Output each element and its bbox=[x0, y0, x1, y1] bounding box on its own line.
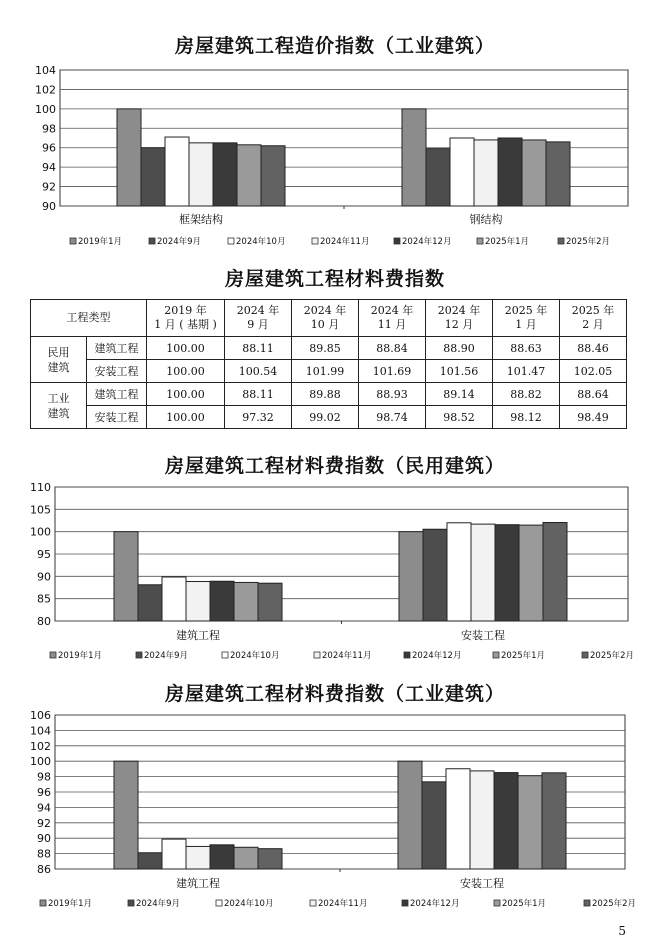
col-header-6 bbox=[560, 300, 627, 337]
type-header-cell: 工程类型 bbox=[31, 300, 147, 337]
legend-swatch bbox=[394, 238, 400, 244]
bar bbox=[519, 525, 543, 621]
y-tick-label: 102 bbox=[30, 739, 51, 753]
col-1-line2: 9 月 bbox=[247, 318, 269, 331]
y-tick-label: 106 bbox=[30, 709, 51, 722]
legend-label: 2024年12月 bbox=[402, 237, 452, 247]
value-cell: 97.32 bbox=[225, 406, 292, 429]
y-tick-label: 86 bbox=[37, 863, 51, 876]
legend-label: 2025年1月 bbox=[485, 237, 530, 247]
value-cell: 89.14 bbox=[426, 383, 493, 406]
bar bbox=[522, 140, 546, 206]
legend-swatch bbox=[404, 652, 410, 658]
y-tick-label: 96 bbox=[37, 786, 51, 799]
y-tick-label: 100 bbox=[35, 102, 56, 116]
chart-1-svg bbox=[0, 60, 670, 255]
bar bbox=[162, 839, 186, 869]
y-tick-label: 90 bbox=[42, 200, 56, 213]
value-cell: 88.64 bbox=[560, 383, 627, 406]
legend-swatch bbox=[149, 238, 155, 244]
col-2-line1: 2024 年 bbox=[303, 304, 347, 317]
value-cell: 98.12 bbox=[493, 406, 560, 429]
y-tick-label: 104 bbox=[30, 724, 51, 738]
legend-swatch bbox=[582, 652, 588, 658]
legend-label: 2024年12月 bbox=[412, 651, 462, 661]
legend-label: 2024年10月 bbox=[230, 651, 280, 661]
bar bbox=[261, 146, 285, 206]
legend-label: 2025年1月 bbox=[501, 651, 546, 661]
bar bbox=[114, 761, 138, 869]
legend-swatch bbox=[477, 238, 483, 244]
bar bbox=[114, 532, 138, 621]
y-tick-label: 88 bbox=[37, 847, 51, 861]
bar bbox=[141, 148, 165, 206]
legend-label: 2024年12月 bbox=[410, 899, 460, 909]
value-cell: 98.49 bbox=[560, 406, 627, 429]
bar bbox=[138, 585, 162, 621]
legend-label: 2024年10月 bbox=[236, 237, 286, 247]
bar bbox=[398, 761, 422, 869]
bar bbox=[234, 582, 258, 621]
legend-swatch bbox=[493, 652, 499, 658]
y-tick-label: 80 bbox=[37, 615, 51, 628]
row-name-cell: 安装工程 bbox=[87, 406, 147, 429]
bar bbox=[494, 773, 518, 869]
bar bbox=[213, 143, 237, 206]
chart-3-svg bbox=[0, 706, 670, 914]
y-tick-label: 90 bbox=[37, 570, 51, 584]
col-6-line2: 2 月 bbox=[582, 318, 604, 331]
col-0-line1: 2019 年 bbox=[164, 304, 207, 317]
bar bbox=[258, 849, 282, 869]
col-1-line1: 2024 年 bbox=[236, 304, 280, 317]
value-cell: 100.54 bbox=[225, 360, 292, 383]
chart-3-title: 房屋建筑工程材料费指数（工业建筑） bbox=[164, 683, 505, 705]
col-header-1 bbox=[225, 300, 292, 337]
legend-swatch bbox=[128, 900, 134, 906]
legend-swatch bbox=[314, 652, 320, 658]
legend-label: 2019年1月 bbox=[58, 651, 103, 661]
value-cell: 98.74 bbox=[359, 406, 426, 429]
legend-swatch bbox=[312, 238, 318, 244]
legend-swatch bbox=[70, 238, 76, 244]
value-cell: 101.99 bbox=[292, 360, 359, 383]
group-0-line2: 建筑 bbox=[47, 360, 70, 374]
legend-swatch bbox=[216, 900, 222, 906]
table-header-row bbox=[31, 300, 627, 337]
bar bbox=[423, 529, 447, 621]
y-tick-label: 98 bbox=[42, 122, 56, 136]
group-cell-industrial bbox=[31, 383, 87, 429]
legend-swatch bbox=[402, 900, 408, 906]
y-tick-label: 100 bbox=[30, 755, 51, 769]
y-tick-label: 98 bbox=[37, 770, 51, 784]
material-index-table bbox=[30, 299, 627, 429]
table-row bbox=[31, 406, 627, 429]
y-tick-label: 94 bbox=[42, 161, 56, 175]
value-cell: 88.90 bbox=[426, 337, 493, 360]
col-6-line1: 2025 年 bbox=[571, 304, 615, 317]
y-tick-label: 96 bbox=[42, 141, 56, 155]
bar bbox=[495, 525, 519, 621]
bar bbox=[402, 109, 426, 206]
value-cell: 99.02 bbox=[292, 406, 359, 429]
legend-label: 2024年10月 bbox=[224, 899, 274, 909]
group-0-line1: 民用 bbox=[47, 345, 70, 359]
bar bbox=[498, 138, 522, 206]
row-name-cell: 安装工程 bbox=[87, 360, 147, 383]
category-label: 安装工程 bbox=[461, 629, 505, 642]
table-row bbox=[31, 360, 627, 383]
category-label: 建筑工程 bbox=[176, 877, 220, 890]
bar bbox=[210, 845, 234, 869]
value-cell: 100.00 bbox=[147, 406, 225, 429]
legend-label: 2025年2月 bbox=[590, 651, 635, 661]
y-tick-label: 100 bbox=[30, 525, 51, 539]
page-number: 5 bbox=[618, 924, 626, 938]
legend-swatch bbox=[40, 900, 46, 906]
legend-label: 2025年2月 bbox=[592, 899, 637, 909]
row-name-cell: 建筑工程 bbox=[87, 337, 147, 360]
bar bbox=[447, 523, 471, 621]
y-tick-label: 90 bbox=[37, 832, 51, 846]
legend-label: 2024年11月 bbox=[318, 899, 368, 909]
y-tick-label: 92 bbox=[37, 816, 51, 830]
legend-label: 2025年2月 bbox=[566, 237, 611, 247]
chart-2-svg bbox=[0, 478, 670, 666]
y-tick-label: 94 bbox=[37, 801, 51, 815]
bar bbox=[450, 138, 474, 206]
y-tick-label: 95 bbox=[37, 548, 51, 561]
y-tick-label: 85 bbox=[37, 592, 51, 606]
bar bbox=[399, 532, 423, 621]
value-cell: 89.88 bbox=[292, 383, 359, 406]
bar bbox=[210, 581, 234, 621]
legend-swatch bbox=[494, 900, 500, 906]
chart-2-title: 房屋建筑工程材料费指数（民用建筑） bbox=[164, 455, 505, 477]
value-cell: 101.56 bbox=[426, 360, 493, 383]
legend-label: 2024年9月 bbox=[144, 651, 189, 661]
bar bbox=[518, 776, 542, 869]
category-label: 建筑工程 bbox=[176, 629, 220, 642]
col-header-0 bbox=[147, 300, 225, 337]
col-4-line2: 12 月 bbox=[444, 318, 474, 331]
value-cell: 98.52 bbox=[426, 406, 493, 429]
bar bbox=[234, 847, 258, 869]
legend-swatch bbox=[222, 652, 228, 658]
bar bbox=[186, 846, 210, 869]
category-label: 安装工程 bbox=[460, 877, 504, 890]
col-header-5 bbox=[493, 300, 560, 337]
bar bbox=[474, 140, 498, 206]
legend-swatch bbox=[50, 652, 56, 658]
bar bbox=[138, 853, 162, 869]
value-cell: 88.11 bbox=[225, 337, 292, 360]
value-cell: 101.47 bbox=[493, 360, 560, 383]
bar bbox=[162, 577, 186, 621]
legend-label: 2024年11月 bbox=[320, 237, 370, 247]
group-cell-civil bbox=[31, 337, 87, 383]
col-5-line1: 2025 年 bbox=[504, 304, 548, 317]
legend-label: 2024年11月 bbox=[322, 651, 372, 661]
table-row bbox=[31, 337, 627, 360]
value-cell: 88.82 bbox=[493, 383, 560, 406]
col-0-line2: 1 月 ( 基期 ) bbox=[154, 318, 217, 331]
legend-swatch bbox=[558, 238, 564, 244]
bar bbox=[258, 583, 282, 621]
col-3-line2: 11 月 bbox=[377, 318, 407, 331]
row-name-cell: 建筑工程 bbox=[87, 383, 147, 406]
value-cell: 89.85 bbox=[292, 337, 359, 360]
col-3-line1: 2024 年 bbox=[370, 304, 414, 317]
bar bbox=[542, 773, 566, 869]
bar bbox=[189, 143, 213, 206]
group-1-line1: 工业 bbox=[47, 391, 70, 405]
value-cell: 100.00 bbox=[147, 360, 225, 383]
y-tick-label: 105 bbox=[30, 503, 51, 517]
legend-label: 2024年9月 bbox=[136, 899, 181, 909]
col-header-4 bbox=[426, 300, 493, 337]
bar bbox=[237, 145, 261, 206]
col-2-line2: 10 月 bbox=[310, 318, 340, 331]
y-tick-label: 92 bbox=[42, 180, 56, 194]
bar bbox=[471, 524, 495, 621]
value-cell: 102.05 bbox=[560, 360, 627, 383]
legend-swatch bbox=[228, 238, 234, 244]
bar bbox=[546, 142, 570, 206]
category-label: 框架结构 bbox=[179, 213, 223, 226]
bar bbox=[117, 109, 141, 206]
value-cell: 88.11 bbox=[225, 383, 292, 406]
group-1-line2: 建筑 bbox=[47, 406, 70, 420]
col-header-3 bbox=[359, 300, 426, 337]
legend-label: 2024年9月 bbox=[157, 237, 202, 247]
col-5-line2: 1 月 bbox=[515, 318, 537, 331]
value-cell: 88.63 bbox=[493, 337, 560, 360]
value-cell: 88.93 bbox=[359, 383, 426, 406]
legend-label: 2025年1月 bbox=[502, 899, 547, 909]
legend-swatch bbox=[584, 900, 590, 906]
legend-label: 2019年1月 bbox=[78, 237, 123, 247]
bar bbox=[422, 782, 446, 869]
legend-label: 2019年1月 bbox=[48, 899, 93, 909]
category-label: 钢结构 bbox=[469, 213, 503, 226]
legend-swatch bbox=[136, 652, 142, 658]
chart-1-title: 房屋建筑工程造价指数（工业建筑） bbox=[174, 35, 495, 57]
col-4-line1: 2024 年 bbox=[437, 304, 481, 317]
col-header-2 bbox=[292, 300, 359, 337]
y-tick-label: 104 bbox=[35, 64, 56, 77]
bar bbox=[543, 523, 567, 621]
value-cell: 88.46 bbox=[560, 337, 627, 360]
value-cell: 100.00 bbox=[147, 383, 225, 406]
table-row bbox=[31, 383, 627, 406]
value-cell: 100.00 bbox=[147, 337, 225, 360]
bar bbox=[426, 149, 450, 206]
bar bbox=[470, 771, 494, 869]
value-cell: 101.69 bbox=[359, 360, 426, 383]
value-cell: 88.84 bbox=[359, 337, 426, 360]
bar bbox=[165, 137, 189, 206]
table-title: 房屋建筑工程材料费指数 bbox=[224, 268, 445, 290]
bar bbox=[186, 582, 210, 621]
bar bbox=[446, 769, 470, 869]
legend-swatch bbox=[310, 900, 316, 906]
y-tick-label: 110 bbox=[30, 481, 51, 494]
y-tick-label: 102 bbox=[35, 83, 56, 97]
